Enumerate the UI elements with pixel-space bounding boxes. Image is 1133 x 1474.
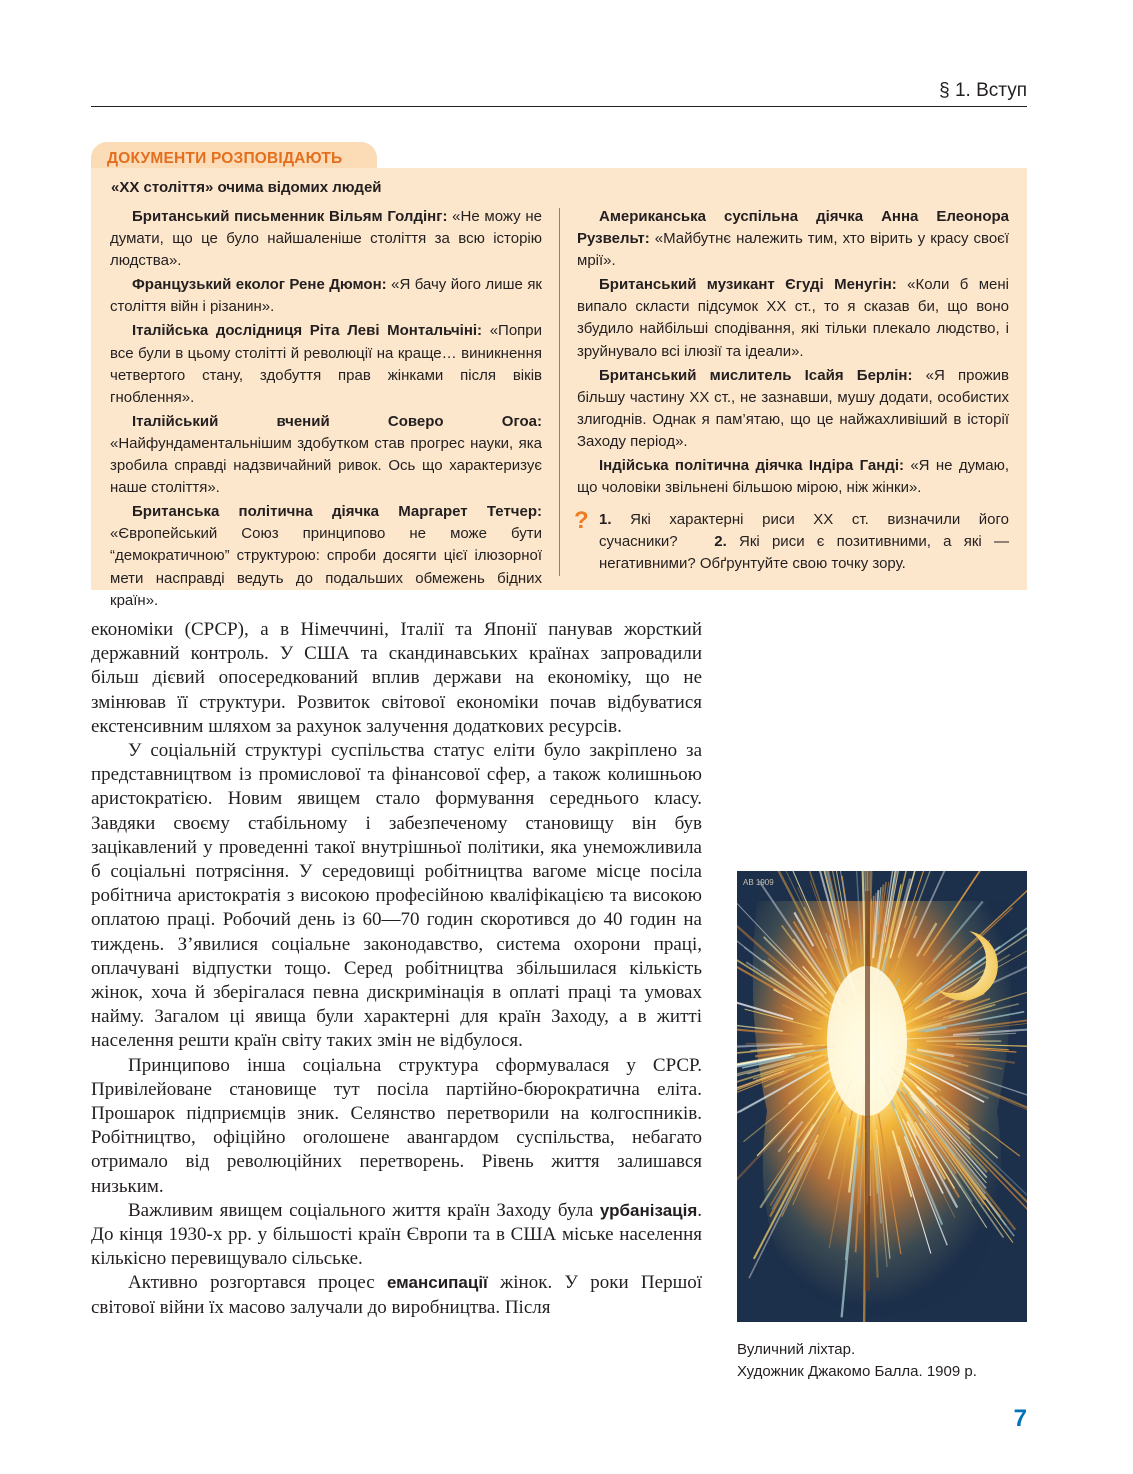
- key-term: урбанізація: [599, 1200, 698, 1220]
- key-term: емансипації: [386, 1273, 488, 1293]
- quote: [110, 320, 542, 408]
- quote-author: Французький еколог Рене Дюмон:: [132, 276, 387, 294]
- figure-caption: [737, 1339, 977, 1383]
- quote-text: «Попри все були в цьому столітті й революції на краще… виникнення четвертого стану, здобуття прав жінками після віків гноблення».: [110, 322, 542, 406]
- caption-title: Вуличний ліхтар.: [737, 1341, 856, 1358]
- quote-text: «Я бачу його лише як століття війн і різанин».: [110, 276, 542, 316]
- quote-author: Італійська дослідниця Ріта Леві Монтальчіні:: [132, 322, 483, 340]
- quote-text: «Найфундаментальнішим здобутком став прогрес науки, яка зробила справді надзвичайний ривок. Ось що характеризує наше століття».: [110, 434, 542, 497]
- quote-author: Італійський вчений Соверо Огоа:: [132, 412, 542, 430]
- body-text: жінок. У роки Першої світової війни їх масово залучали до виробництва. Після: [91, 1272, 702, 1318]
- question-1-text: Які характерні риси ХХ ст. визначили його сучасники?: [599, 511, 1009, 551]
- light-ray: [910, 1039, 979, 1040]
- body-paragraph: У соціальній структурі суспільства статус еліти було закріплено за представництвом із промислової та фінансової сфер, а також колишньою аристократією. Новим явищем стало формування середнього класу. Завдяки своєму стабільному і забезпеченому становищу він був зацікавлений у проведенні такої внутрішньої політики, яка унеможливила б соціальні потрясіння. У середовищі робітництва вагоме місце посіла робітнича аристократія з високою професійною кваліфікацією та високою оплатою праці. Робочий день із 60—70 годин скоротився до 40 годин на тиждень. З’явилися соціальне законодавство, система охорони праці, оплачувані відпустки тощо. Серед робітництва збільшилася кількість жінок, хоча й зберігалася певна дискримінація в оплаті праці та умовах найму. Загалом ці явища були характерні для країн Заходу, а в житті населення решти країн світу таких змін не відбулося.: [91, 740, 702, 1052]
- quote: [577, 206, 1009, 272]
- column-divider: [559, 208, 560, 576]
- question-1-number: 1.: [599, 511, 612, 529]
- quote-text: «Не можу не думати, що це було найшаленіше століття за всю історію людства».: [110, 208, 542, 270]
- documents-box: [91, 168, 1027, 609]
- questions-block: [574, 507, 1009, 575]
- body-text: . До кінця 1930-х рр. у більшості країн Європи та в США міське населення кількісно перевищувало сільське.: [91, 1199, 702, 1270]
- body-paragraph: [91, 1271, 702, 1319]
- painting-image: [737, 871, 1027, 1322]
- quote: [577, 455, 1009, 499]
- painting-signature: AB 1909: [743, 878, 774, 887]
- quote-author: Британський письменник Вільям Голдінг:: [132, 208, 448, 225]
- quote: [110, 501, 542, 611]
- street-lamp-painting: [737, 871, 1027, 1322]
- body-paragraph: економіки (СРСР), а в Німеччині, Італії та Японії панував жорсткий державний контроль. У США та скандинавських країнах запровадили більш дієвий опосередкований вплив держави на економіку, що не змінював її структури. Розвиток світової економіки почав відбуватися екстенсивним шляхом за рахунок залучення додаткових ресурсів.: [91, 619, 702, 737]
- question-2-number: 2.: [714, 533, 727, 551]
- body-paragraph: [91, 1199, 702, 1272]
- question-mark-icon: ?: [574, 507, 589, 535]
- quote: [110, 274, 542, 318]
- quote-text: «Коли б мені випало скласти підсумок ХХ ст., то я сказав би, що воно збудило найбільші сподівання, які тільки плекало людство, і зруйнувало всі ілюзії та ідеали».: [577, 276, 1009, 360]
- quote-text: «Європейський Союз принципово не може бути “демократичною” структурою: спроби досягти цієї ілюзорної мети насправді ведуть до подальших обмежень бідних країн».: [110, 525, 542, 609]
- quotes-right-column: [574, 206, 1010, 576]
- quote: [110, 411, 542, 499]
- lamp-post: [865, 891, 870, 1291]
- quote: [110, 206, 542, 272]
- quote-author: Американська суспільна діячка Анна Елеонора Рузвельт:: [577, 208, 1009, 248]
- quote-text: «Майбутнє належить тим, хто вірить у красу своєї мрії».: [577, 230, 1009, 270]
- quote-author: Британська політична діячка Маргарет Тетчер:: [132, 503, 542, 521]
- quote-text: «Я не думаю, що чоловіки звільнені більшою мірою, ніж жінки».: [577, 457, 1009, 497]
- quote-author: Індійська політична діячка Індіра Ганді:: [599, 457, 904, 475]
- quote-author: Британський музикант Єгуді Менугін:: [599, 276, 897, 294]
- main-body-text: [91, 618, 702, 1320]
- question-2-text: Які риси є позитивними, а які — негативними? Обґрунтуйте свою точку зору.: [599, 533, 1009, 573]
- body-text: Активно розгортався процес: [128, 1272, 387, 1294]
- caption-credit: Художник Джакомо Балла. 1909 р.: [737, 1363, 977, 1380]
- quote-author: Британський мислитель Ісайя Берлін:: [599, 366, 913, 384]
- page-number: 7: [1013, 1405, 1027, 1432]
- quote: [577, 274, 1009, 362]
- documents-subtitle: «ХХ століття» очима відомих людей: [111, 179, 382, 196]
- documents-tab-label: ДОКУМЕНТИ РОЗПОВІДАЮТЬ: [91, 142, 377, 174]
- quote: [577, 365, 1009, 453]
- header-divider: [91, 106, 1027, 107]
- body-text: Важливим явищем соціального життя країн Заходу була: [128, 1199, 600, 1221]
- quotes-left-column: [110, 206, 542, 614]
- quote-text: «Я прожив більшу частину ХХ ст., не зазнавши, мушу додати, особистих злигоднів. Однак я пам’ятаю, що це найжахливіший в історії Заходу період».: [577, 366, 1010, 450]
- body-paragraph: Принципово інша соціальна структура сформувалася у СРСР. Привілейоване становище тут посіла партійно-бюрократична еліта. Прошарок підприємців зник. Селянство перетворили на колгоспників. Робітництво, офіційно оголошене авангардом суспільства, небагато отримало від революційних перетворень. Рівень життя залишався низьким.: [91, 1054, 702, 1197]
- section-header: § 1. Вступ: [939, 80, 1027, 101]
